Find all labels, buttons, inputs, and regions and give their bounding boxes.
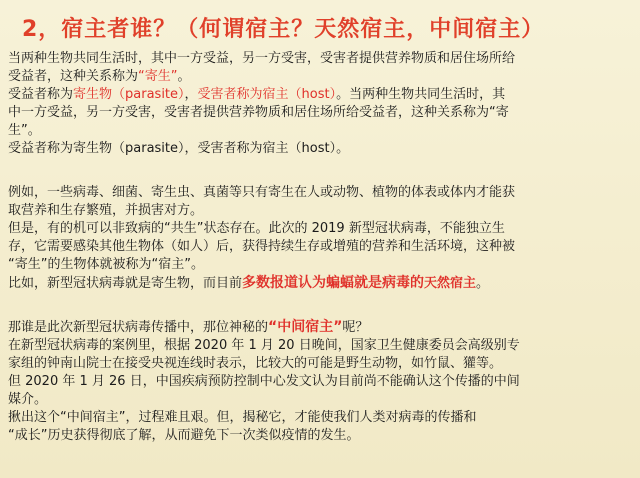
- text-line: [8, 86, 634, 104]
- text-segment: 比如，新型冠状病毒就是寄生物，而目前: [8, 276, 243, 291]
- paragraph-examples: [8, 184, 634, 293]
- text-line: 例如，一些病毒、细菌、寄生虫、真菌等只有寄生在人或动物、植物的体表或体内才能获: [8, 185, 516, 200]
- highlight-parasite: 寄生物（parasite）: [73, 87, 185, 102]
- text-line: 但是，有的机可以非致病的“共生”状态存在。此次的 2019 新型冠状病毒，不能独立生: [8, 221, 505, 236]
- text-line: 在新型冠状病毒的案例里，根据 2020 年 1 月 20 日晚间，国家卫生健康委员会高级别专: [8, 338, 520, 353]
- text-line: [8, 274, 634, 293]
- text-line: 存，它需要感染其他生物体（如人）后，获得持续生存或增殖的营养和生活环境，这种被: [8, 239, 516, 254]
- highlight-intermediate-host: “中间宿主”: [268, 319, 343, 335]
- text-line: “寄生”的生物体就被称为“宿主”。: [8, 257, 204, 272]
- text-line: 媒介。: [8, 392, 48, 407]
- text-line: 揪出这个“中间宿主”，过程难且艰。但，揭秘它，才能使我们人类对病毒的传播和: [8, 410, 477, 425]
- paragraph-intermediate-host: [8, 318, 634, 445]
- highlight-parasitism: “寄生”: [138, 69, 178, 84]
- text-line: 当两种生物共同生活时，其中一方受益，另一方受害，受害者提供营养物质和居住场所给: [8, 51, 516, 66]
- text-line: [8, 318, 634, 337]
- text-segment: 那谁是此次新型冠状病毒传播中，那位神秘的: [8, 320, 269, 335]
- text-line: 家组的钟南山院士在接受央视连线时表示，比较大的可能是野生动物，如竹鼠、獾等。: [8, 356, 503, 371]
- text-segment: 呢？: [342, 320, 369, 335]
- text-segment: 受益者，这种关系称为: [8, 69, 139, 84]
- text-line: 中一方受益，另一方受害，受害者提供营养物质和居住场所给受益者，这种关系称为“寄: [8, 105, 509, 120]
- text-segment: 。当两种生物共同生活时，其: [336, 87, 506, 102]
- text-segment: 。: [476, 276, 490, 291]
- text-segment: 。: [177, 69, 191, 84]
- slide-title: 2，宿主者谁？（何谓宿主？天然宿主，中间宿主）: [22, 17, 545, 42]
- text-segment: 受益者称为: [8, 87, 74, 102]
- text-line: [8, 68, 634, 86]
- paragraph-definition: [8, 50, 634, 158]
- highlight-bat-reports: 多数报道认为蝙蝠就是病毒的: [242, 275, 425, 291]
- text-line: 受益者称为寄生物（parasite），受害者称为宿主（host）。: [8, 141, 350, 156]
- text-line: 但 2020 年 1 月 26 日，中国疾病预防控制中心发文认为目前尚不能确认这个传播的中间: [8, 374, 520, 389]
- text-line: 取营养和生存繁殖，并损害对方。: [8, 203, 204, 218]
- highlight-natural-host: 天然宿主: [424, 276, 477, 291]
- text-line: 生”。: [8, 123, 41, 138]
- highlight-host: 受害者称为宿主（host）: [197, 87, 337, 102]
- text-segment: ，: [184, 87, 198, 102]
- text-line: “成长”历史获得彻底了解，从而避免下一次类似疫情的发生。: [8, 428, 360, 443]
